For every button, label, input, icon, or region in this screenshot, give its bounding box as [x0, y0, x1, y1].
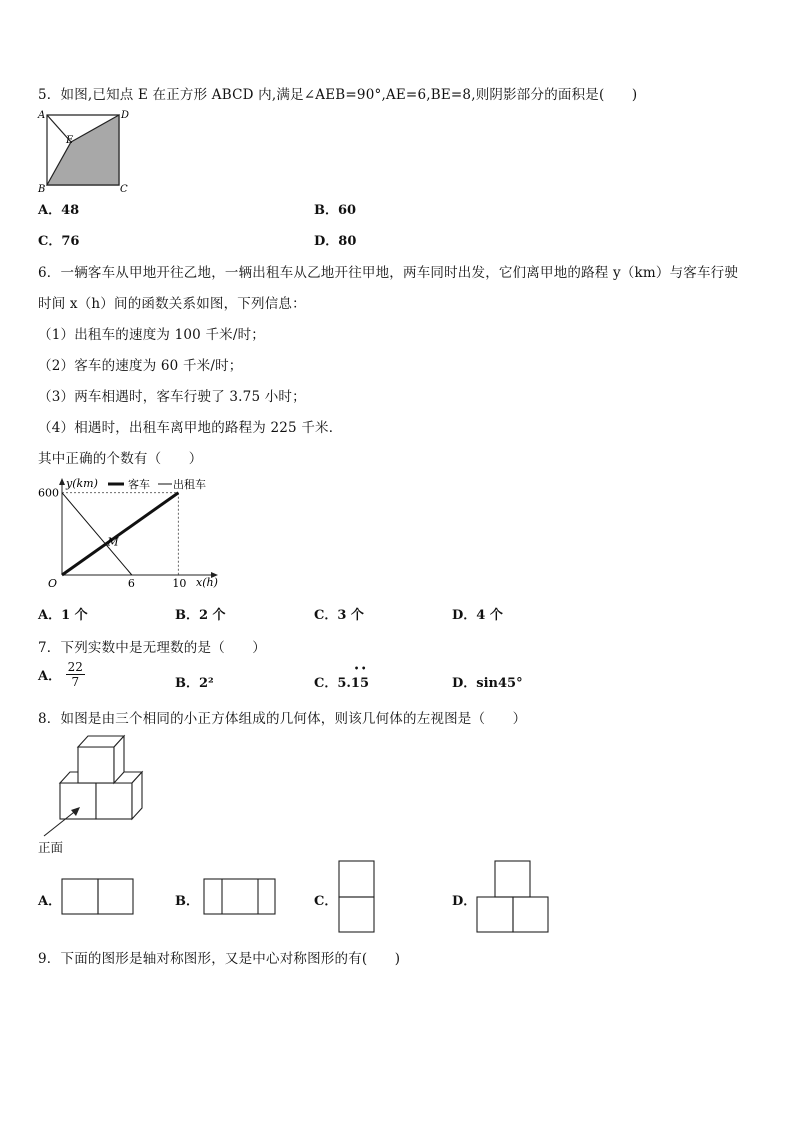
- q7-fraction: [66, 660, 85, 689]
- x-tick-label-6: 6: [127, 577, 135, 590]
- q5-square-figure: [36, 106, 136, 198]
- q5-option-a[interactable]: A．48: [38, 203, 80, 218]
- q6-option-a[interactable]: A．1 个: [38, 608, 88, 623]
- q7-option-a[interactable]: [38, 660, 85, 696]
- q7-option-d[interactable]: D．sin45°: [452, 676, 523, 691]
- legend-label-1: 出租车: [173, 478, 206, 491]
- x-axis-label: x(h): [196, 576, 218, 589]
- q8-option-c[interactable]: C．: [314, 894, 338, 909]
- q7-stem: 7．下列实数中是无理数的是（ ）: [38, 640, 266, 656]
- q5-option-b[interactable]: B．60: [314, 203, 357, 218]
- intersection-label-m: M: [107, 535, 119, 549]
- q7-option-a-prefix: A．: [38, 669, 62, 684]
- origin-label: O: [48, 577, 58, 590]
- q7-fraction-denominator: 7: [71, 675, 80, 689]
- q6-item-1: （1）出租车的速度为 100 千米/时；: [38, 327, 265, 343]
- q5-option-d[interactable]: D．80: [314, 234, 357, 249]
- x-tick-label-10: 10: [172, 577, 187, 590]
- y-tick-label-600: 600: [38, 486, 59, 500]
- q8-stem: 8．如图是由三个相同的小正方体组成的几何体，则该几何体的左视图是（ ）: [38, 711, 527, 727]
- q8-option-a-figure[interactable]: [61, 878, 135, 916]
- q7-fraction-numerator: 22: [67, 660, 83, 674]
- y-axis-label: y(km): [66, 477, 98, 490]
- q5-label-b: B: [38, 184, 46, 195]
- q5-label-a: A: [38, 110, 46, 121]
- q5-label-e: E: [66, 135, 74, 146]
- q8-option-c-figure[interactable]: [338, 860, 376, 934]
- q6-stem-line1: 6．一辆客车从甲地开往乙地，一辆出租车从乙地开往甲地，两车同时出发，它们离甲地的路程 y（km）与客车行驶: [38, 265, 739, 281]
- q5-label-d: D: [121, 110, 130, 121]
- q7-option-b[interactable]: B．2²: [175, 676, 214, 691]
- q7-option-c-text: C．5.15: [314, 676, 370, 691]
- q8-option-a[interactable]: A．: [38, 894, 62, 909]
- q7-repeating-dots: ••: [354, 663, 369, 673]
- q6-line-chart: [36, 474, 226, 594]
- q8-option-d[interactable]: D．: [452, 894, 477, 909]
- q6-option-c[interactable]: C．3 个: [314, 608, 364, 623]
- q6-option-d[interactable]: D．4 个: [452, 608, 503, 623]
- q9-stem: 9．下面的图形是轴对称图形，又是中心对称图形的有( ): [38, 951, 401, 967]
- q7-option-c[interactable]: [314, 663, 370, 691]
- q8-option-b[interactable]: B．: [175, 894, 199, 909]
- y-axis-arrow-icon: [59, 478, 65, 485]
- series-line-0: [62, 493, 178, 575]
- q6-option-b[interactable]: B．2 个: [175, 608, 226, 623]
- q8-option-d-figure[interactable]: [476, 860, 550, 934]
- q6-item-3: （3）两车相遇时，客车行驶了 3.75 小时；: [38, 389, 306, 405]
- q8-option-b-figure[interactable]: [203, 878, 277, 916]
- q8-front-label: 正面: [38, 840, 64, 855]
- q5-label-c: C: [120, 184, 128, 195]
- q6-question: 其中正确的个数有（ ）: [38, 451, 203, 467]
- q5-option-c[interactable]: C．76: [38, 234, 80, 249]
- q6-item-2: （2）客车的速度为 60 千米/时；: [38, 358, 243, 374]
- q6-stem-line2: 时间 x（h）间的函数关系如图，下列信息：: [38, 296, 306, 312]
- legend-label-0: 客车: [128, 478, 150, 491]
- q5-stem: 5．如图,已知点 E 在正方形 ABCD 内,满足∠AEB=90°,AE=6,BE=8,则阴影部分的面积是( ): [38, 87, 638, 103]
- q6-item-4: （4）相遇时，出租车离甲地的路程为 225 千米．: [38, 420, 343, 436]
